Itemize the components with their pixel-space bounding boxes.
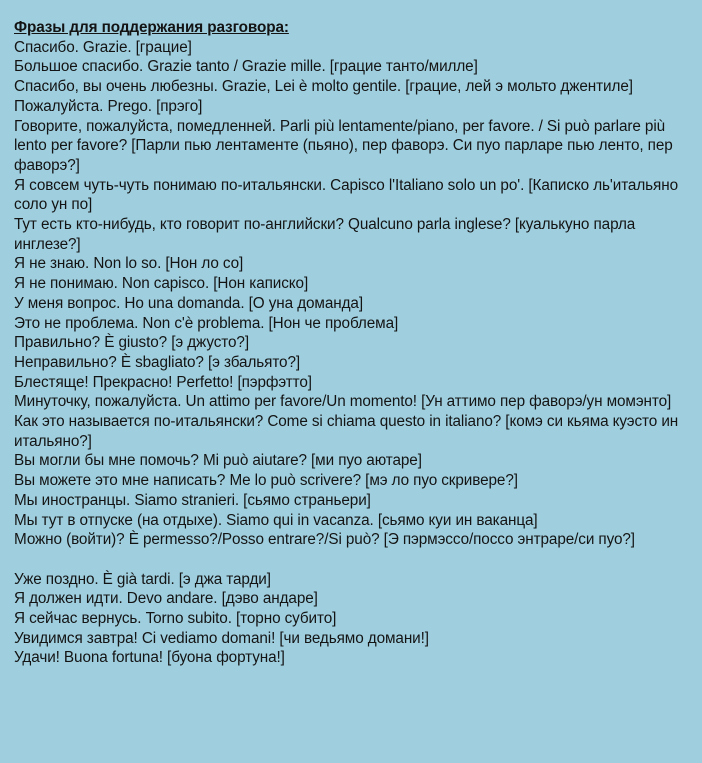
phrase-line: Я не знаю. Non lo so. [Нон ло со] [14,255,244,273]
phrase-line: Увидимся завтра! Ci vediamo domani! [чи ведьямо домани!] [14,629,429,647]
phrase-line: Я должен идти. Devo andare. [дэво андаре] [14,590,318,608]
phrase-line: Спасибо. Grazie. [грацие] [14,38,192,56]
phrase-line: Мы иностранцы. Siamo stranieri. [сьямо страньери] [14,491,371,509]
phrase-line: Я совсем чуть-чуть понимаю по-итальянски. Capisco l'Italiano solo un po'. [Каписко ль'итальяно соло ун по] [14,176,678,214]
phrase-list-main [14,38,696,550]
phrase-line: Как это называется по-итальянски? Come si chiama questo in italiano? [комэ си кьяма куэсто ин итальяно?] [14,413,679,450]
phrase-list-farewell [14,570,696,669]
phrase-line: У меня вопрос. Ho una domanda. [О уна доманда] [14,294,363,312]
phrase-line: Это не проблема. Non c'è problema. [Нон че проблема] [14,314,399,332]
phrase-line: Говорите, пожалуйста, помедленней. Parli più lentamente/piano, per favore. / Si può parlare più lento per favore? [Парли пью лентаменте (пьяно), пер фаворэ. Си пуо парларе пью ленто, пер фаворэ?] [14,117,673,174]
phrase-line: Мы тут в отпуске (на отдыхе). Siamo qui in vacanza. [сьямо куи ин ваканца] [14,511,538,529]
phrase-line: Спасибо, вы очень любезны. Grazie, Lei è molto gentile. [грацие, лей э мольто джентиле] [14,78,633,96]
phrase-line: Пожалуйста. Prego. [прэго] [14,97,203,115]
phrase-line: Большое спасибо. Grazie tanto / Grazie mille. [грацие танто/милле] [14,58,478,76]
phrase-line: Вы могли бы мне помочь? Mi può aiutare? [ми пуо аютаре] [14,452,422,470]
phrase-line: Можно (войти)? È permesso?/Posso entrare?/Si può? [Э пэрмэссо/поссо энтраре/си пуо?] [14,531,635,549]
phrase-line: Уже поздно. È già tardi. [э джа тарди] [14,570,271,588]
document-title: Фразы для поддержания разговора: [14,19,289,36]
section-gap [14,550,696,570]
phrase-document [14,18,696,668]
phrase-line: Правильно? È giusto? [э джусто?] [14,334,249,352]
phrase-line: Минуточку, пожалуйста. Un attimo per favore/Un momento! [Ун аттимо пер фаворэ/ун момэнто] [14,393,672,411]
phrase-line: Я сейчас вернусь. Torno subito. [торно субито] [14,610,337,628]
phrase-line: Удачи! Buona fortuna! [буона фортуна!] [14,649,285,667]
phrase-line: Неправильно? È sbagliato? [э збальято?] [14,353,301,371]
phrase-line: Тут есть кто-нибудь, кто говорит по-английски? Qualcuno parla inglese? [куалькуно парла инглезе?] [14,216,636,253]
phrase-line: Я не понимаю. Non capisco. [Нон каписко] [14,275,309,293]
phrase-line: Блестяще! Прекрасно! Perfetto! [пэрфэтто] [14,373,312,391]
phrase-line: Вы можете это мне написать? Me lo può scrivere? [мэ ло пуо скривере?] [14,472,518,490]
